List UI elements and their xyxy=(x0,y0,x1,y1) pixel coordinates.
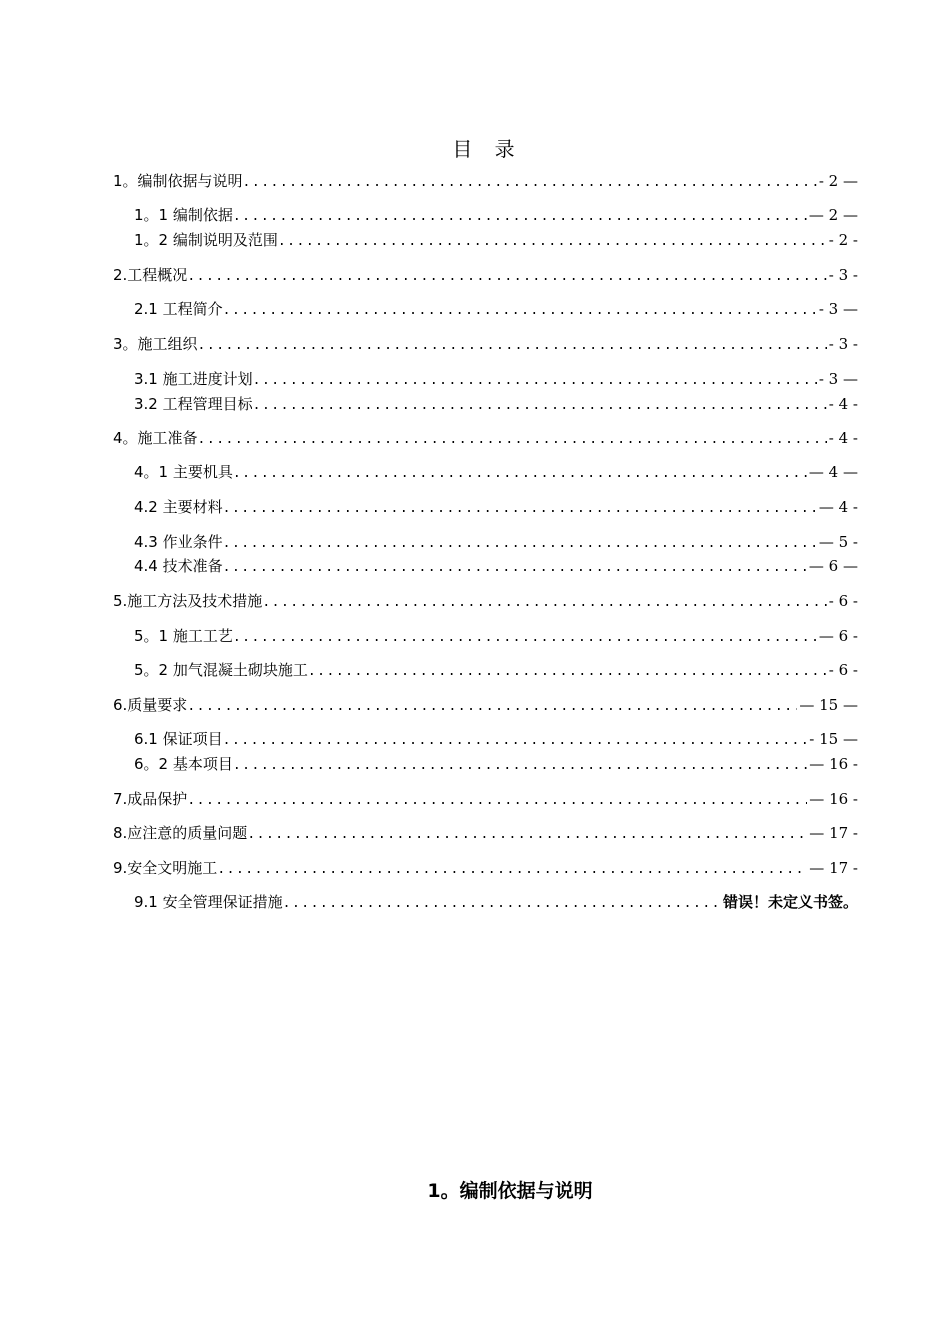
toc-leader-dots xyxy=(223,730,808,750)
toc-entry[interactable] xyxy=(113,694,858,716)
toc-entry[interactable] xyxy=(113,427,858,449)
toc-entry-label: 7.成品保护 xyxy=(113,790,188,808)
toc-entry-label: 2.工程概况 xyxy=(113,266,188,284)
toc-entry-label: 9.1 安全管理保证措施 xyxy=(134,893,283,911)
toc-leader-dots xyxy=(253,395,827,415)
toc-entry-label: 5。2 加气混凝土砌块施工 xyxy=(134,661,308,679)
toc-entry-page-number: — 16 - xyxy=(809,755,858,773)
toc-entry-page-number: - 2 - xyxy=(828,231,858,249)
toc-leader-dots xyxy=(187,790,807,810)
toc-entry-label: 4.4 技术准备 xyxy=(134,557,223,575)
toc-entry-page-number: - 3 — xyxy=(818,370,858,388)
toc-entry-page-number: — 4 — xyxy=(808,463,858,481)
toc-leader-dots xyxy=(198,429,827,449)
toc-entry[interactable] xyxy=(134,753,858,775)
toc-leader-dots xyxy=(283,893,721,913)
toc-entry-page-number: — 17 - xyxy=(809,859,858,877)
toc-entry-label: 6.1 保证项目 xyxy=(134,730,223,748)
toc-leader-dots xyxy=(247,824,807,844)
toc-entry-page-number: — 6 — xyxy=(808,557,858,575)
toc-leader-dots xyxy=(217,859,807,879)
toc-entry[interactable] xyxy=(113,788,858,810)
toc-entry-label: 3。施工组织 xyxy=(113,335,198,353)
toc-entry[interactable] xyxy=(134,393,858,415)
toc-leader-dots xyxy=(233,627,817,647)
toc-leader-dots xyxy=(223,557,807,577)
toc-entry-page-number: - 4 - xyxy=(828,429,858,447)
toc-entry[interactable] xyxy=(134,461,858,483)
toc-leader-dots xyxy=(262,592,826,612)
toc-entry-label: 6.质量要求 xyxy=(113,696,188,714)
toc-entry-page-number: — 2 — xyxy=(808,206,858,224)
toc-leader-dots xyxy=(223,300,817,320)
toc-entry-label: 3.2 工程管理目标 xyxy=(134,395,253,413)
toc-entry[interactable] xyxy=(113,264,858,286)
toc-entry-label: 3.1 施工进度计划 xyxy=(134,370,253,388)
toc-leader-dots xyxy=(233,463,807,483)
toc-entry[interactable] xyxy=(113,170,858,192)
toc-entry[interactable] xyxy=(134,659,858,681)
toc-entry-label: 5.施工方法及技术措施 xyxy=(113,592,263,610)
toc-leader-dots xyxy=(233,206,807,226)
toc-title: 目 录 xyxy=(452,137,523,161)
toc-entry-page-number: — 16 - xyxy=(809,790,858,808)
toc-entry[interactable] xyxy=(134,368,858,390)
toc-entry-page-number: - 6 - xyxy=(828,661,858,679)
toc-entry-label: 4.3 作业条件 xyxy=(134,533,223,551)
toc-entry[interactable] xyxy=(134,555,858,577)
toc-leader-dots xyxy=(223,498,817,518)
toc-entry-page-number: - 3 - xyxy=(828,266,858,284)
toc-leader-dots xyxy=(278,231,827,251)
toc-entry[interactable] xyxy=(134,204,858,226)
toc-entry[interactable] xyxy=(134,496,858,518)
toc-entry[interactable] xyxy=(134,728,858,750)
toc-entry[interactable] xyxy=(134,298,858,320)
toc-entry[interactable] xyxy=(113,590,858,612)
toc-leader-dots xyxy=(223,533,817,553)
toc-entry-page-number: — 6 - xyxy=(818,627,858,645)
toc-leader-dots xyxy=(308,661,827,681)
toc-entry-page-number: - 4 - xyxy=(828,395,858,413)
toc-entry[interactable] xyxy=(113,857,858,879)
toc-entry[interactable] xyxy=(134,229,858,251)
toc-entry-label: 6。2 基本项目 xyxy=(134,755,233,773)
toc-leader-dots xyxy=(187,696,797,716)
toc-entry-label: 1。编制依据与说明 xyxy=(113,172,243,190)
section-heading: 1。编制依据与说明 xyxy=(427,1180,593,1202)
toc-leader-dots xyxy=(253,370,817,390)
toc-entry-label: 4。施工准备 xyxy=(113,429,198,447)
toc-entry[interactable] xyxy=(134,531,858,553)
toc-entry-error-text: 错误！未定义书签。 xyxy=(722,893,858,911)
toc-entry-page-number: - 6 - xyxy=(828,592,858,610)
toc-entry-label: 2.1 工程简介 xyxy=(134,300,223,318)
toc-entry-page-number: - 3 — xyxy=(818,300,858,318)
toc-leader-dots xyxy=(198,335,827,355)
toc-entry[interactable] xyxy=(113,333,858,355)
toc-entry-label: 8.应注意的质量问题 xyxy=(113,824,248,842)
toc-entry-label: 1。1 编制依据 xyxy=(134,206,233,224)
toc-entry-page-number: - 15 — xyxy=(809,730,858,748)
toc-entry[interactable] xyxy=(113,822,858,844)
toc-entry[interactable] xyxy=(134,625,858,647)
toc-entry-label: 1。2 编制说明及范围 xyxy=(134,231,278,249)
toc-leader-dots xyxy=(243,172,817,192)
toc-entry-label: 9.安全文明施工 xyxy=(113,859,218,877)
toc-leader-dots xyxy=(187,266,826,286)
toc-entry-label: 5。1 施工工艺 xyxy=(134,627,233,645)
toc-entry-page-number: — 4 - xyxy=(818,498,858,516)
toc-entry-page-number: - 2 — xyxy=(818,172,858,190)
toc-entry[interactable] xyxy=(134,891,858,913)
toc-entry-page-number: - 3 - xyxy=(828,335,858,353)
toc-entry-page-number: — 15 — xyxy=(799,696,858,714)
toc-entry-label: 4。1 主要机具 xyxy=(134,463,233,481)
toc-entry-label: 4.2 主要材料 xyxy=(134,498,223,516)
toc-entry-page-number: — 5 - xyxy=(818,533,858,551)
toc-leader-dots xyxy=(233,755,807,775)
toc-entry-page-number: — 17 - xyxy=(809,824,858,842)
